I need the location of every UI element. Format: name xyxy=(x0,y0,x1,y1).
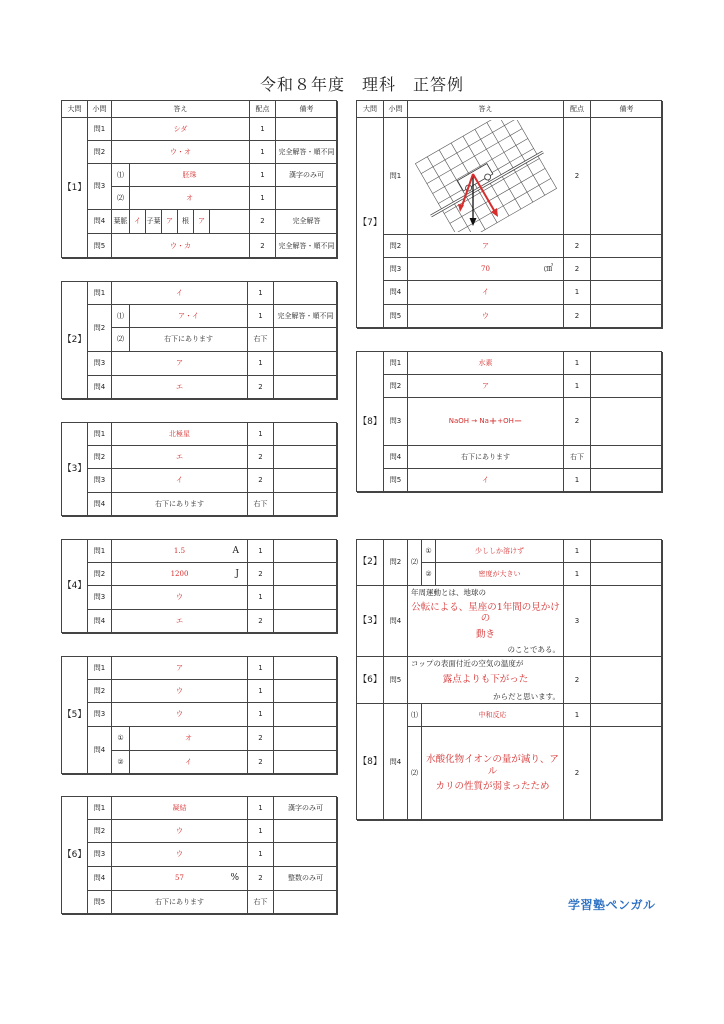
e2-dai-label: 【2】 xyxy=(357,540,384,586)
table-q3 xyxy=(61,422,337,516)
sho-1: 問1 xyxy=(88,540,112,563)
e8-answer-2-line-1: 水酸化物イオンの量が減り、アル xyxy=(426,754,559,777)
unit-2: J xyxy=(235,569,239,579)
sho-3: 問3 xyxy=(384,258,408,281)
answer-4-3: ア xyxy=(194,210,210,234)
e3-answer-line-2: 動き xyxy=(475,629,495,640)
school-logo: 学習塾ペンガル xyxy=(568,898,656,912)
note-4 xyxy=(274,493,338,517)
blank-4 xyxy=(210,210,250,234)
answer-2-value: 1200 xyxy=(170,569,189,578)
note-5 xyxy=(591,305,663,329)
note-4: 整数のみ可 xyxy=(274,867,338,891)
answer-5: イ xyxy=(408,469,564,493)
point-3-1: 1 xyxy=(250,164,276,187)
label-4-3: 根 xyxy=(178,210,194,234)
e8-note-1 xyxy=(591,704,663,727)
e2-note-1 xyxy=(591,540,663,563)
header-sho: 小問 xyxy=(384,101,408,118)
answer-5: ウ xyxy=(408,305,564,329)
sho-5: 問5 xyxy=(88,234,112,259)
note-4-1 xyxy=(274,727,338,751)
sho-1: 問1 xyxy=(384,352,408,375)
answer-2-2: 右下にあります xyxy=(130,328,248,352)
point-3: 2 xyxy=(564,258,591,281)
point-1: 1 xyxy=(248,797,274,820)
note-3 xyxy=(274,586,338,610)
answer-3: ウ xyxy=(112,703,248,727)
dai-label: 【3】 xyxy=(62,423,88,517)
e8-dai-label: 【8】 xyxy=(357,704,384,821)
table-q5 xyxy=(61,656,337,774)
sho-1: 問1 xyxy=(88,423,112,446)
sho-3: 問3 xyxy=(88,352,112,376)
e8-sho: 問4 xyxy=(384,704,408,821)
sho-1: 問1 xyxy=(88,657,112,680)
sho-3: 問3 xyxy=(88,586,112,610)
note-2-2 xyxy=(274,328,338,352)
answer-2: ア xyxy=(408,235,564,258)
note-4 xyxy=(591,446,663,469)
e8-sub-1: ⑴ xyxy=(408,704,422,727)
point-4: 右下 xyxy=(248,493,274,517)
sho-5: 問5 xyxy=(384,469,408,493)
answer-4: 右下にあります xyxy=(112,493,248,517)
header-sho: 小問 xyxy=(88,101,112,118)
note-4 xyxy=(274,376,338,400)
answer-4: 右下にあります xyxy=(408,446,564,469)
e8-answer-2-line-2: カリの性質が弱まったため xyxy=(435,781,550,793)
point-4: 2 xyxy=(248,376,274,400)
e3-note xyxy=(591,586,663,657)
point-1: 1 xyxy=(248,282,274,305)
sho-4: 問4 xyxy=(88,210,112,234)
note-3 xyxy=(274,703,338,727)
e2-subsub-1: ① xyxy=(422,540,436,563)
table-q8 xyxy=(356,351,662,492)
sho-4: 問4 xyxy=(88,610,112,634)
dai-label: 【4】 xyxy=(62,540,88,634)
note-3 xyxy=(274,352,338,376)
sho-2: 問2 xyxy=(88,680,112,703)
answer-2-1: ア・イ xyxy=(130,305,248,328)
e6-answer-text: 露点よりも下がった xyxy=(442,674,529,686)
note-1 xyxy=(591,118,663,235)
header-kotae: 答え xyxy=(112,101,250,118)
note-3 xyxy=(591,398,663,446)
e6-answer xyxy=(408,657,564,704)
e8-answer-2 xyxy=(422,727,564,821)
formula-charge-minus: − xyxy=(513,415,523,427)
point-3: 2 xyxy=(564,398,591,446)
note-1 xyxy=(276,118,338,141)
point-5: 2 xyxy=(564,305,591,329)
point-2: 2 xyxy=(564,235,591,258)
note-4: 完全解答 xyxy=(276,210,338,234)
header-biko: 備考 xyxy=(591,101,663,118)
e6-pre-text: コップの表面付近の空気の温度が xyxy=(411,659,524,668)
answer-2: ア xyxy=(408,375,564,398)
e2-note-2 xyxy=(591,563,663,586)
note-1 xyxy=(274,540,338,563)
answer-3 xyxy=(408,258,564,281)
sho-2: 問2 xyxy=(88,446,112,469)
e3-pre-text: 年周運動とは、地球の xyxy=(411,588,486,597)
answer-3: イ xyxy=(112,469,248,493)
force-diagram xyxy=(408,118,564,235)
sho-2: 問2 xyxy=(384,375,408,398)
e3-dai-label: 【3】 xyxy=(357,586,384,657)
answer-4 xyxy=(112,867,248,891)
note-2 xyxy=(274,820,338,843)
answer-5: 右下にあります xyxy=(112,891,248,915)
header-dai: 大問 xyxy=(357,101,384,118)
sho-3: 問3 xyxy=(88,164,112,210)
point-2: 2 xyxy=(248,446,274,469)
note-4 xyxy=(274,610,338,634)
sho-3: 問3 xyxy=(88,843,112,867)
page-title: 令和８年度 理科 正答例 xyxy=(259,75,464,94)
point-2: 1 xyxy=(250,141,276,164)
sho-4: 問4 xyxy=(384,446,408,469)
sho-5: 問5 xyxy=(88,891,112,915)
point-3: 1 xyxy=(248,352,274,376)
e6-dai-label: 【6】 xyxy=(357,657,384,704)
answer-3-2: オ xyxy=(130,187,250,210)
answer-3: ア xyxy=(112,352,248,376)
point-4: 右下 xyxy=(564,446,591,469)
answer-4-1: オ xyxy=(130,727,248,751)
e3-answer-line-1: 公転による、星座の1年間の見かけの xyxy=(411,601,560,624)
dai-label: 【7】 xyxy=(357,118,384,329)
e2-answer-2: 密度が大きい xyxy=(436,563,564,586)
point-5: 2 xyxy=(250,234,276,259)
answer-4-2: ア xyxy=(162,210,178,234)
sho-4: 問4 xyxy=(88,493,112,517)
sub-4-2: ② xyxy=(112,751,130,775)
point-1: 1 xyxy=(248,540,274,563)
header-dai: 大問 xyxy=(62,101,88,118)
point-5: 右下 xyxy=(248,891,274,915)
formula-part-1: NaOH → Na xyxy=(448,417,489,426)
e8-point-1: 1 xyxy=(564,704,591,727)
force-diagram-svg xyxy=(411,120,561,232)
answer-1-value: 1.5 xyxy=(173,546,186,555)
answer-3-1: 胚珠 xyxy=(130,164,250,187)
answer-4-value: 57 xyxy=(175,874,184,883)
unit-3: ㎤ xyxy=(543,264,553,274)
formula-charge-plus: + xyxy=(488,415,498,427)
point-2-2: 右下 xyxy=(248,328,274,352)
answer-2: エ xyxy=(112,446,248,469)
dai-label: 【6】 xyxy=(62,797,88,915)
point-5: 1 xyxy=(564,469,591,493)
note-3 xyxy=(591,258,663,281)
dai-label: 【8】 xyxy=(357,352,384,493)
note-1 xyxy=(274,282,338,305)
point-4: 2 xyxy=(250,210,276,234)
note-1: 漢字のみ可 xyxy=(274,797,338,820)
point-1: 2 xyxy=(564,118,591,235)
sub-3-2: ⑵ xyxy=(112,187,130,210)
note-3-2 xyxy=(276,187,338,210)
header-kotae: 答え xyxy=(408,101,564,118)
sho-4: 問4 xyxy=(88,376,112,400)
table-q7 xyxy=(356,100,662,328)
point-1: 1 xyxy=(248,657,274,680)
answer-4-1: イ xyxy=(130,210,146,234)
answer-1: ア xyxy=(112,657,248,680)
e8-note-2 xyxy=(591,727,663,821)
answer-1: シダ xyxy=(112,118,250,141)
point-2: 1 xyxy=(564,375,591,398)
sho-2: 問2 xyxy=(88,141,112,164)
e6-point: 2 xyxy=(564,657,591,704)
sho-2: 問2 xyxy=(88,563,112,586)
answer-4: イ xyxy=(408,281,564,305)
note-3 xyxy=(274,469,338,493)
note-2: 完全解答・順不同 xyxy=(276,141,338,164)
note-4 xyxy=(591,281,663,305)
sub-2-2: ⑵ xyxy=(112,328,130,352)
table-q4 xyxy=(61,539,337,633)
sho-2: 問2 xyxy=(384,235,408,258)
e8-answer-1: 中和反応 xyxy=(422,704,564,727)
e6-note xyxy=(591,657,663,704)
point-1: 1 xyxy=(564,352,591,375)
sub-3-1: ⑴ xyxy=(112,164,130,187)
formula-part-2: +OH xyxy=(497,417,514,426)
answer-1: 水素 xyxy=(408,352,564,375)
e3-post-text: のことである。 xyxy=(507,645,560,654)
e3-sho: 問4 xyxy=(384,586,408,657)
note-5 xyxy=(591,469,663,493)
point-3: 1 xyxy=(248,586,274,610)
sho-4: 問4 xyxy=(88,727,112,775)
point-2: 1 xyxy=(248,680,274,703)
note-2 xyxy=(274,563,338,586)
point-4: 2 xyxy=(248,610,274,634)
answer-5: ウ・カ xyxy=(112,234,250,259)
note-2 xyxy=(274,680,338,703)
point-3-2: 1 xyxy=(250,187,276,210)
answer-3: ウ xyxy=(112,843,248,867)
answer-1: 凝結 xyxy=(112,797,248,820)
e8-point-2: 2 xyxy=(564,727,591,821)
point-3: 1 xyxy=(248,843,274,867)
unit-1: A xyxy=(232,546,239,556)
table-q6 xyxy=(61,796,337,914)
note-1 xyxy=(274,423,338,446)
sub-4-1: ① xyxy=(112,727,130,751)
note-5: 完全解答・順不同 xyxy=(276,234,338,259)
header-biko: 備考 xyxy=(276,101,338,118)
sho-4: 問4 xyxy=(88,867,112,891)
dai-label: 【2】 xyxy=(62,282,88,400)
point-3: 2 xyxy=(248,469,274,493)
sho-3: 問3 xyxy=(88,469,112,493)
note-3-1: 漢字のみ可 xyxy=(276,164,338,187)
e2-sub: ⑵ xyxy=(408,540,422,586)
sho-1: 問1 xyxy=(384,118,408,235)
sho-5: 問5 xyxy=(384,305,408,329)
e2-answer-1: 少ししか溶けず xyxy=(436,540,564,563)
point-4-1: 2 xyxy=(248,727,274,751)
sub-2-1: ⑴ xyxy=(112,305,130,328)
point-2-1: 1 xyxy=(248,305,274,328)
sho-2: 問2 xyxy=(88,820,112,843)
e3-answer xyxy=(408,586,564,657)
e2-subsub-2: ② xyxy=(422,563,436,586)
table-written-answers xyxy=(356,539,662,820)
note-1 xyxy=(591,352,663,375)
note-5 xyxy=(274,891,338,915)
sho-3: 問3 xyxy=(384,398,408,446)
point-2: 2 xyxy=(248,563,274,586)
point-4: 2 xyxy=(248,867,274,891)
label-4-1: 葉脈 xyxy=(112,210,130,234)
sho-3: 問3 xyxy=(88,703,112,727)
header-haiten: 配点 xyxy=(564,101,591,118)
answer-1 xyxy=(112,540,248,563)
sho-4: 問4 xyxy=(384,281,408,305)
answer-3-value: 70 xyxy=(481,264,490,273)
answer-4: エ xyxy=(112,610,248,634)
note-2 xyxy=(591,375,663,398)
note-1 xyxy=(274,657,338,680)
answer-4: エ xyxy=(112,376,248,400)
note-2-1: 完全解答・順不同 xyxy=(274,305,338,328)
e8-sub-2: ⑵ xyxy=(408,727,422,821)
e6-post-text: からだと思います。 xyxy=(493,691,560,701)
point-4-2: 2 xyxy=(248,751,274,775)
sho-1: 問1 xyxy=(88,118,112,141)
note-4-2 xyxy=(274,751,338,775)
answer-1: イ xyxy=(112,282,248,305)
e6-sho: 問5 xyxy=(384,657,408,704)
answer-2 xyxy=(112,563,248,586)
point-2: 1 xyxy=(248,820,274,843)
table-q1 xyxy=(61,100,337,258)
answer-2: ウ・オ xyxy=(112,141,250,164)
e3-point: 3 xyxy=(564,586,591,657)
unit-4: % xyxy=(230,873,239,883)
e2-sho: 問2 xyxy=(384,540,408,586)
answer-1: 北極星 xyxy=(112,423,248,446)
answer-4-2: イ xyxy=(130,751,248,775)
e2-point-2: 1 xyxy=(564,563,591,586)
note-2 xyxy=(274,446,338,469)
point-4: 1 xyxy=(564,281,591,305)
answer-3-formula xyxy=(408,398,564,446)
e2-point-1: 1 xyxy=(564,540,591,563)
sho-1: 問1 xyxy=(88,282,112,305)
note-3 xyxy=(274,843,338,867)
dai-label: 【5】 xyxy=(62,657,88,775)
table-q2 xyxy=(61,281,337,399)
point-1: 1 xyxy=(250,118,276,141)
note-2 xyxy=(591,235,663,258)
sho-1: 問1 xyxy=(88,797,112,820)
header-haiten: 配点 xyxy=(250,101,276,118)
point-1: 1 xyxy=(248,423,274,446)
answer-2: ウ xyxy=(112,820,248,843)
label-4-2: 子葉 xyxy=(146,210,162,234)
answer-2: ウ xyxy=(112,680,248,703)
dai-label: 【1】 xyxy=(62,118,88,259)
sho-2: 問2 xyxy=(88,305,112,352)
point-3: 1 xyxy=(248,703,274,727)
answer-3: ウ xyxy=(112,586,248,610)
